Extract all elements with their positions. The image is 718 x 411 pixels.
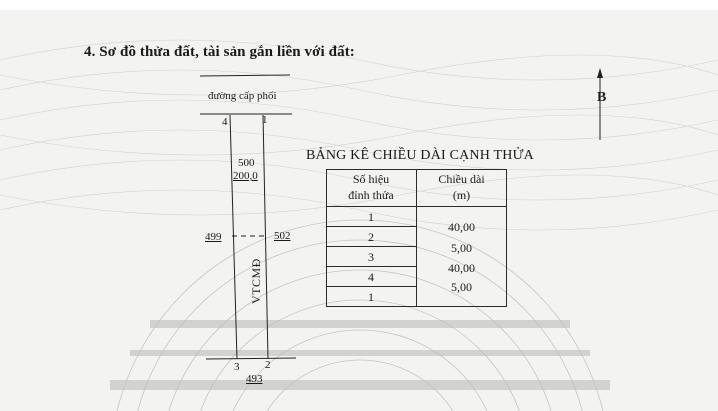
vertex-cell: 4 — [368, 270, 374, 284]
header-vertex-line2: đỉnh thửa — [348, 188, 394, 202]
land-use-code: VTCMĐ — [249, 258, 263, 304]
parcel-edge-right — [263, 115, 268, 359]
corner-label-4: 4 — [222, 116, 228, 128]
parcel-area: 200,0 — [233, 170, 258, 182]
parcel-number: 500 — [238, 157, 255, 169]
length-cell: 40,00 — [448, 220, 475, 234]
corner-label-1: 1 — [262, 114, 268, 126]
corner-label-2: 2 — [265, 359, 271, 371]
vertex-cell: 3 — [368, 250, 374, 264]
road-label: đường cấp phối — [208, 90, 277, 102]
header-vertex-line1: Số hiệu — [352, 172, 390, 186]
road-line-top — [200, 75, 290, 76]
length-cell: 5,00 — [451, 280, 472, 294]
vertex-cell: 2 — [368, 230, 374, 244]
vertex-cell: 1 — [368, 290, 374, 304]
length-cell: 40,00 — [448, 261, 475, 275]
corner-label-3: 3 — [234, 361, 240, 373]
section-heading: 4. Sơ đồ thửa đất, tài sản gắn liền với đất: — [84, 44, 355, 60]
table-title: BẢNG KÊ CHIỀU DÀI CẠNH THỬA — [306, 148, 534, 163]
header-length-line2: (m) — [452, 188, 471, 202]
vertex-cell: 1 — [368, 210, 374, 224]
neighbor-right: 502 — [274, 230, 291, 242]
north-arrow-head — [597, 68, 603, 78]
north-label: B — [597, 90, 607, 105]
neighbor-left: 499 — [205, 231, 222, 243]
bottom-boundary — [206, 358, 296, 359]
length-cell: 5,00 — [451, 241, 472, 255]
edge-length-table — [326, 169, 507, 307]
parcel-edge-left — [230, 115, 237, 359]
header-length-line1: Chiều dài — [438, 172, 485, 186]
neighbor-bottom: 493 — [246, 373, 263, 385]
